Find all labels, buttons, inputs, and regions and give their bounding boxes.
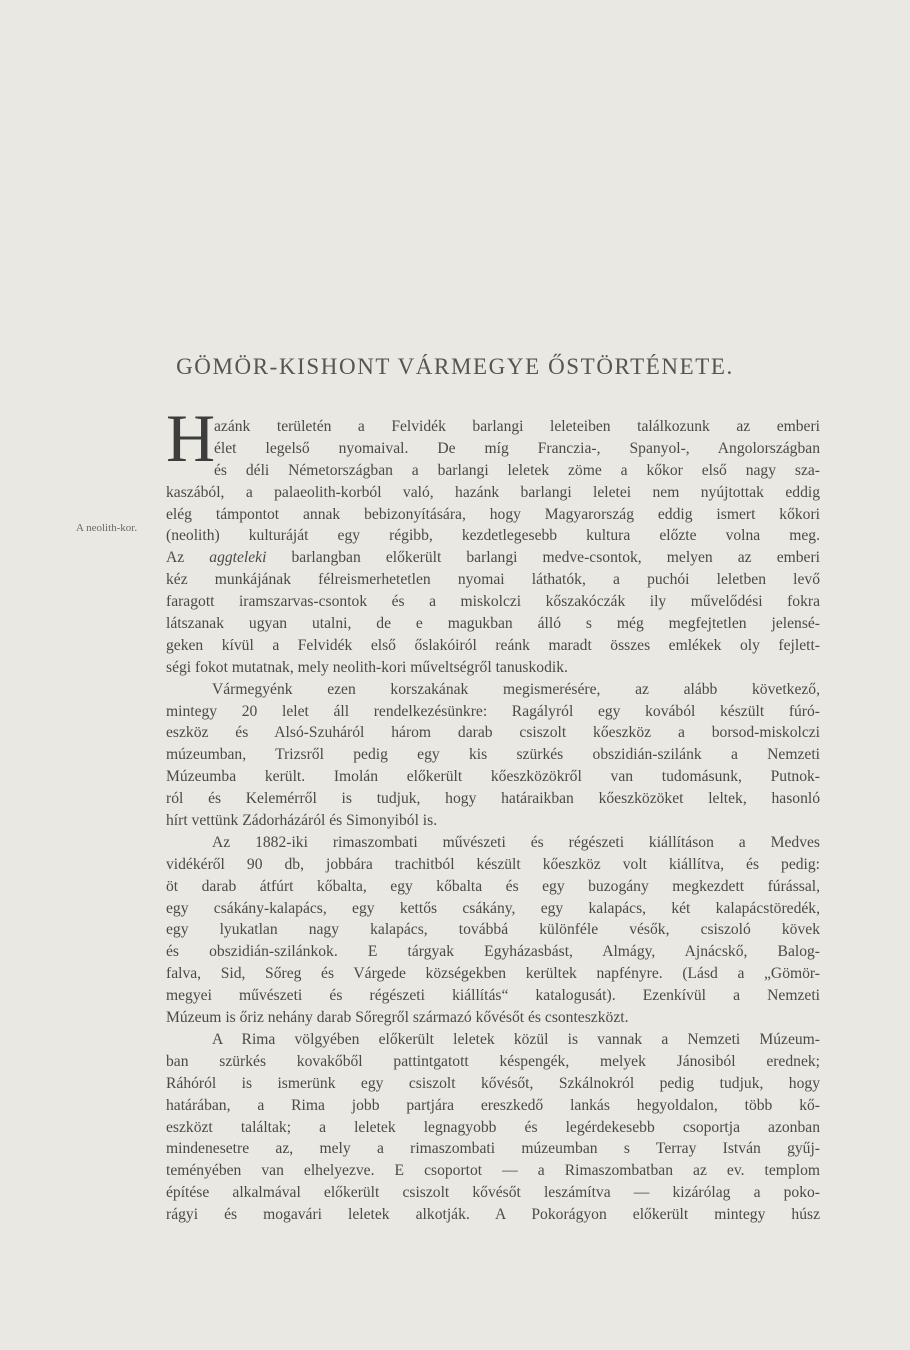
page-title: GÖMÖR-KISHONT VÁRMEGYE ŐSTÖRTÉNETE.: [176, 354, 734, 379]
text-line: egy lyukatlan nagy kalapács, továbbá különféle vésők, csiszoló kövek: [166, 921, 820, 939]
text-line: A Rima völgyében előkerült leletek közül is vannak a Nemzeti Múzeum-: [212, 1030, 820, 1048]
text-line: megyei művészeti és régészeti kiállítás“ katalogusát). Ezenkívül a Nemzeti: [166, 987, 820, 1005]
text-line: és obszidián-szilánkok. E tárgyak Egyházasbást, Almágy, Ajnácskő, Balog-: [166, 943, 820, 961]
text-line: eszköz és Alsó-Szuháról három darab csiszolt kőeszköz a borsod-miskolczi: [166, 724, 820, 742]
text-line: öt darab átfúrt kőbalta, egy kőbalta és egy buzogány megkezdett fúrással,: [166, 877, 820, 895]
text-line: (neolith) kulturáját egy régibb, kezdetlegesebb kultura előzte volna meg.: [166, 527, 820, 545]
text-line: vidékéről 90 db, jobbára trachitból készült kőeszköz volt kiállítva, és pedig:: [166, 855, 820, 873]
text-line: kaszából, a palaeolith-korból való, hazánk barlangi leletei nem nyújtottak eddig: [166, 483, 820, 501]
body-text: [166, 416, 820, 1226]
text-line: Vármegyénk ezen korszakának megismerésére, az alább következő,: [212, 680, 820, 698]
text-line: határában, a Rima jobb partjára ereszkedő lankás hegyoldalon, több kő-: [166, 1096, 820, 1114]
text-line: egy csákány-kalapács, egy kettős csákány, egy kalapács, két kalapácstöredék,: [166, 899, 820, 917]
text-line: ségi fokot mutatnak, mely neolith-kori műveltségről tanuskodik.: [166, 658, 568, 676]
text-line: Múzeumba került. Imolán előkerült kőeszközökről van tudomásunk, Putnok-: [166, 768, 820, 786]
text-line: ban szürkés kovakőből pattintgatott késpengék, melyek Jánosiból erednek;: [166, 1052, 820, 1070]
text-line: rágyi és mogavári leletek alkotják. A Pokorágyon előkerült mintegy húsz: [166, 1206, 820, 1224]
text-line: Ráhóról is ismerünk egy csiszolt kővésőt, Szkálnokról pedig tudjuk, hogy: [166, 1074, 820, 1092]
text-line: kéz munkájának félreismerhetetlen nyomai láthatók, a puchói leletben levő: [166, 571, 820, 589]
text-line: eszközt találtak; a leletek legnagyobb és legérdekesebb csoportja azonban: [166, 1118, 820, 1136]
text-line: építése alkalmával előkerült csiszolt kővésőt leszámítva — kizárólag a poko-: [166, 1184, 820, 1202]
text-line: Múzeum is őriz nehány darab Sőregről származó kővésőt és csonteszközt.: [166, 1009, 629, 1027]
text-line: hírt vettünk Zádorházáról és Simonyiból is.: [166, 812, 438, 830]
text-line: mintegy 20 lelet áll rendelkezésünkre: Ragályról egy kovából készült fúró-: [166, 702, 820, 720]
drop-cap: H: [166, 400, 216, 476]
text-line: azánk területén a Felvidék barlangi leleteiben találkozunk az emberi: [214, 418, 820, 435]
text-line: látszanak ugyan utalni, de e magukban álló s még megfejtetlen jelensé-: [166, 615, 820, 633]
text-line: faragott iramszarvas-csontok és a miskolczi kőszakóczák ily művelődési fokra: [166, 593, 820, 611]
text-line: Az aggteleki barlangban előkerült barlangi medve-csontok, melyen az emberi: [166, 549, 820, 567]
text-line: geken kívül a Felvidék első őslakóiról reánk maradt összes emlékek oly fejlett-: [166, 636, 820, 654]
text-line: élet legelső nyomaival. De míg Francziа-, Spanyol-, Angolországban: [214, 439, 820, 457]
text-line: múzeumban, Trizsről pedig egy kis szürkés obszidián-szilánk a Nemzeti: [166, 746, 820, 764]
text-line: teményében van elhelyezve. E csoportot — a Rimaszombatban az ev. templom: [166, 1162, 820, 1180]
text-line: ról és Kelemérről is tudjuk, hogy határaikban kőeszközöket leltek, hasonló: [166, 790, 820, 808]
margin-note: A neolith-kor.: [76, 522, 138, 534]
text-line: elég támpontot annak bebizonyítására, hogy Magyarország eddig ismert kőkori: [166, 505, 820, 523]
text-line: Az 1882-iki rimaszombati művészeti és régészeti kiállításon a Medves: [212, 833, 820, 851]
text-line: és déli Németországban a barlangi leletek zöme a kőkor első nagy sza-: [214, 461, 820, 479]
text-line: mindenesetre az, mely a rimaszombati múzeumban s Terray István gyűj-: [166, 1140, 820, 1158]
text-line: falva, Sid, Sőreg és Várgede községekben kerültek napfényre. (Lásd a „Gömör-: [166, 965, 820, 983]
